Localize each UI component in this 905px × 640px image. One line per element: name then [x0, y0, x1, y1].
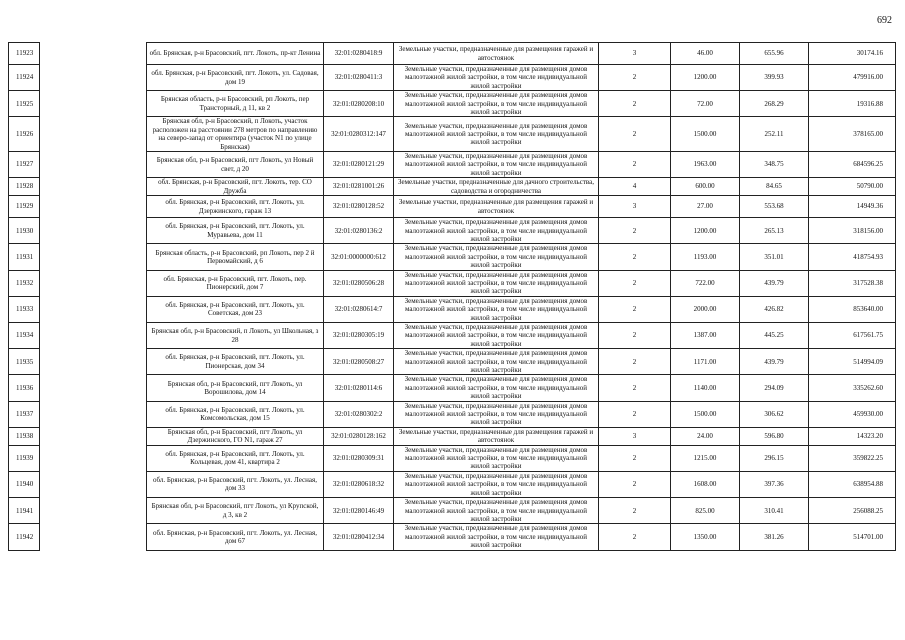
land-use-cell: Земельные участки, предназначенные для размещения домов малоэтажной жилой застройки, в том числе индивидуальной жилой застройки [394, 524, 599, 550]
address-cell: обл. Брянская, р-н Брасовский, пгт. Локоть, ул. Советская, дом 23 [147, 296, 324, 322]
cadastral-number-cell: 32:01:0280146:49 [324, 498, 394, 524]
group-cell: 2 [599, 65, 671, 91]
area-cell: 722.00 [671, 270, 740, 296]
table-row [9, 498, 896, 524]
table-row [9, 244, 896, 270]
cadastral-number-cell: 32:01:0280208:10 [324, 91, 394, 117]
row-number: 11926 [9, 117, 40, 152]
spacer-cell [40, 445, 147, 471]
cadastral-value-cell: 256088.25 [809, 498, 896, 524]
spacer-cell [40, 152, 147, 178]
address-cell: обл. Брянская, р-н Брасовский, пгт. Локоть, ул. Пионерская, дом 34 [147, 349, 324, 375]
row-number: 11930 [9, 218, 40, 244]
spacer-cell [40, 349, 147, 375]
land-use-cell: Земельные участки, предназначенные для размещения домов малоэтажной жилой застройки, в том числе индивидуальной жилой застройки [394, 65, 599, 91]
group-cell: 2 [599, 445, 671, 471]
specific-value-cell: 268.29 [740, 91, 809, 117]
land-use-cell: Земельные участки, предназначенные для размещения домов малоэтажной жилой застройки, в том числе индивидуальной жилой застройки [394, 296, 599, 322]
spacer-cell [40, 244, 147, 270]
table-row [9, 91, 896, 117]
cadastral-value-table [8, 42, 896, 551]
specific-value-cell: 265.13 [740, 218, 809, 244]
row-number: 11935 [9, 349, 40, 375]
specific-value-cell: 399.93 [740, 65, 809, 91]
spacer-cell [40, 65, 147, 91]
area-cell: 1387.00 [671, 322, 740, 348]
cadastral-number-cell: 32:01:0280302:2 [324, 401, 394, 427]
row-number: 11942 [9, 524, 40, 550]
row-number: 11931 [9, 244, 40, 270]
table-row [9, 427, 896, 445]
row-number: 11941 [9, 498, 40, 524]
cadastral-number-cell: 32:01:0280305:19 [324, 322, 394, 348]
cadastral-number-cell: 32:01:0280618:32 [324, 471, 394, 497]
specific-value-cell: 381.26 [740, 524, 809, 550]
cadastral-number-cell: 32:01:0280121:29 [324, 152, 394, 178]
address-cell: Брянская обл, р-н Брасовский, пгт Локоть, ул Крупской, д 3, кв 2 [147, 498, 324, 524]
spacer-cell [40, 196, 147, 218]
cadastral-value-cell: 617561.75 [809, 322, 896, 348]
specific-value-cell: 397.36 [740, 471, 809, 497]
table-row [9, 270, 896, 296]
address-cell: Брянская обл, р-н Брасовский, пгт Локоть, ул Ворошилова, дом 14 [147, 375, 324, 401]
land-use-cell: Земельные участки, предназначенные для размещения домов малоэтажной жилой застройки, в том числе индивидуальной жилой застройки [394, 445, 599, 471]
address-cell: обл. Брянская, р-н Брасовский, пгт. Локоть, ул. Кольцевая, дом 41, квартира 2 [147, 445, 324, 471]
address-cell: Брянская область, р-н Брасовский, рп Локоть, пер 2 й Первомайский, д 6 [147, 244, 324, 270]
cadastral-value-cell: 19316.88 [809, 91, 896, 117]
land-use-cell: Земельные участки, предназначенные для размещения гаражей и автостоянок [394, 196, 599, 218]
land-use-cell: Земельные участки, предназначенные для размещения домов малоэтажной жилой застройки, в том числе индивидуальной жилой застройки [394, 498, 599, 524]
table-row [9, 471, 896, 497]
group-cell: 2 [599, 117, 671, 152]
address-cell: Брянская область, р-н Брасовский, рп Локоть, пер Трансторный, д 11, кв 2 [147, 91, 324, 117]
spacer-cell [40, 296, 147, 322]
land-use-cell: Земельные участки, предназначенные для размещения домов малоэтажной жилой застройки, в том числе индивидуальной жилой застройки [394, 375, 599, 401]
table-row [9, 43, 896, 65]
land-use-cell: Земельные участки, предназначенные для размещения домов малоэтажной жилой застройки, в том числе индивидуальной жилой застройки [394, 270, 599, 296]
area-cell: 600.00 [671, 178, 740, 196]
table-row [9, 178, 896, 196]
group-cell: 2 [599, 91, 671, 117]
spacer-cell [40, 498, 147, 524]
table-row [9, 401, 896, 427]
cadastral-value-cell: 853640.00 [809, 296, 896, 322]
spacer-cell [40, 427, 147, 445]
cadastral-number-cell: 32:01:0280614:7 [324, 296, 394, 322]
row-number: 11936 [9, 375, 40, 401]
area-cell: 1171.00 [671, 349, 740, 375]
cadastral-value-cell: 684596.25 [809, 152, 896, 178]
specific-value-cell: 296.15 [740, 445, 809, 471]
row-number: 11937 [9, 401, 40, 427]
land-use-cell: Земельные участки, предназначенные для размещения домов малоэтажной жилой застройки, в том числе индивидуальной жилой застройки [394, 117, 599, 152]
area-cell: 825.00 [671, 498, 740, 524]
specific-value-cell: 294.09 [740, 375, 809, 401]
area-cell: 1140.00 [671, 375, 740, 401]
specific-value-cell: 306.62 [740, 401, 809, 427]
specific-value-cell: 553.68 [740, 196, 809, 218]
table-row [9, 375, 896, 401]
specific-value-cell: 426.82 [740, 296, 809, 322]
row-number: 11932 [9, 270, 40, 296]
table-row [9, 218, 896, 244]
specific-value-cell: 84.65 [740, 178, 809, 196]
land-use-cell: Земельные участки, предназначенные для размещения домов малоэтажной жилой застройки, в том числе индивидуальной жилой застройки [394, 218, 599, 244]
area-cell: 1200.00 [671, 218, 740, 244]
land-use-cell: Земельные участки, предназначенные для размещения гаражей и автостоянок [394, 427, 599, 445]
table-row [9, 196, 896, 218]
cadastral-value-cell: 418754.93 [809, 244, 896, 270]
row-number: 11939 [9, 445, 40, 471]
area-cell: 72.00 [671, 91, 740, 117]
group-cell: 2 [599, 498, 671, 524]
cadastral-value-cell: 514994.09 [809, 349, 896, 375]
cadastral-value-cell: 638954.88 [809, 471, 896, 497]
cadastral-value-cell: 514701.00 [809, 524, 896, 550]
row-number: 11925 [9, 91, 40, 117]
address-cell: Брянская обл, р-н Брасовский, пгт Локоть, ул Новый свет, д 20 [147, 152, 324, 178]
cadastral-number-cell: 32:01:0000000:612 [324, 244, 394, 270]
row-number: 11924 [9, 65, 40, 91]
table-row [9, 445, 896, 471]
table-row [9, 349, 896, 375]
spacer-cell [40, 178, 147, 196]
cadastral-value-cell: 317528.38 [809, 270, 896, 296]
row-number: 11927 [9, 152, 40, 178]
cadastral-number-cell: 32:01:0280114:6 [324, 375, 394, 401]
group-cell: 2 [599, 401, 671, 427]
cadastral-number-cell: 32:01:0280128:52 [324, 196, 394, 218]
group-cell: 2 [599, 471, 671, 497]
table-row [9, 524, 896, 550]
land-use-cell: Земельные участки, предназначенные для размещения домов малоэтажной жилой застройки, в том числе индивидуальной жилой застройки [394, 322, 599, 348]
row-number: 11940 [9, 471, 40, 497]
row-number: 11928 [9, 178, 40, 196]
address-cell: обл. Брянская, р-н Брасовский, пгт. Локоть, ул. Дзержинского, гараж 13 [147, 196, 324, 218]
cadastral-value-cell: 335262.60 [809, 375, 896, 401]
address-cell: обл. Брянская, р-н Брасовский, пгт. Локоть, ул. Комсомольская, дом 15 [147, 401, 324, 427]
table-row [9, 322, 896, 348]
spacer-cell [40, 117, 147, 152]
cadastral-number-cell: 32:01:0280312:147 [324, 117, 394, 152]
specific-value-cell: 252.11 [740, 117, 809, 152]
cadastral-number-cell: 32:01:0280418:9 [324, 43, 394, 65]
cadastral-number-cell: 32:01:0280309:31 [324, 445, 394, 471]
address-cell: обл. Брянская, р-н Брасовский, пгт. Локоть, ул. Лесная, дом 33 [147, 471, 324, 497]
spacer-cell [40, 43, 147, 65]
address-cell: обл. Брянская, р-н Брасовский, пгт. Локоть, ул. Лесная, дом 67 [147, 524, 324, 550]
group-cell: 2 [599, 270, 671, 296]
row-number: 11923 [9, 43, 40, 65]
specific-value-cell: 310.41 [740, 498, 809, 524]
row-number: 11929 [9, 196, 40, 218]
cadastral-number-cell: 32:01:0280506:28 [324, 270, 394, 296]
group-cell: 4 [599, 178, 671, 196]
area-cell: 1350.00 [671, 524, 740, 550]
address-cell: обл. Брянская, р-н Брасовский, пгт. Локоть, пр-кт Ленина [147, 43, 324, 65]
table-row [9, 296, 896, 322]
group-cell: 2 [599, 244, 671, 270]
group-cell: 3 [599, 427, 671, 445]
table-row [9, 117, 896, 152]
spacer-cell [40, 524, 147, 550]
group-cell: 2 [599, 322, 671, 348]
area-cell: 1500.00 [671, 401, 740, 427]
group-cell: 2 [599, 152, 671, 178]
group-cell: 2 [599, 375, 671, 401]
area-cell: 1608.00 [671, 471, 740, 497]
row-number: 11933 [9, 296, 40, 322]
cadastral-number-cell: 32:01:0280411:3 [324, 65, 394, 91]
cadastral-number-cell: 32:01:0280412:34 [324, 524, 394, 550]
spacer-cell [40, 322, 147, 348]
cadastral-value-cell: 318156.00 [809, 218, 896, 244]
specific-value-cell: 445.25 [740, 322, 809, 348]
area-cell: 1193.00 [671, 244, 740, 270]
specific-value-cell: 439.79 [740, 270, 809, 296]
area-cell: 1215.00 [671, 445, 740, 471]
table-row [9, 65, 896, 91]
address-cell: обл. Брянская, р-н Брасовский, пгт. Локоть, ул. Муравьева, дом 11 [147, 218, 324, 244]
address-cell: Брянская обл, р-н Брасовский, п Локоть, ул Школьная, з 28 [147, 322, 324, 348]
cadastral-value-cell: 479916.00 [809, 65, 896, 91]
land-use-cell: Земельные участки, предназначенные для размещения гаражей и автостоянок [394, 43, 599, 65]
specific-value-cell: 655.96 [740, 43, 809, 65]
cadastral-number-cell: 32:01:0280136:2 [324, 218, 394, 244]
land-use-cell: Земельные участки, предназначенные для размещения домов малоэтажной жилой застройки, в том числе индивидуальной жилой застройки [394, 91, 599, 117]
spacer-cell [40, 471, 147, 497]
spacer-cell [40, 218, 147, 244]
table-body [9, 43, 896, 551]
spacer-cell [40, 91, 147, 117]
land-use-cell: Земельные участки, предназначенные для размещения домов малоэтажной жилой застройки, в том числе индивидуальной жилой застройки [394, 244, 599, 270]
cadastral-number-cell: 32:01:0281001:26 [324, 178, 394, 196]
cadastral-value-cell: 359822.25 [809, 445, 896, 471]
cadastral-value-cell: 50790.00 [809, 178, 896, 196]
cadastral-value-cell: 30174.16 [809, 43, 896, 65]
table-row [9, 152, 896, 178]
land-use-cell: Земельные участки, предназначенные для дачного строительства, садоводства и огородничества [394, 178, 599, 196]
row-number: 11938 [9, 427, 40, 445]
land-use-cell: Земельные участки, предназначенные для размещения домов малоэтажной жилой застройки, в том числе индивидуальной жилой застройки [394, 471, 599, 497]
area-cell: 2000.00 [671, 296, 740, 322]
area-cell: 27.00 [671, 196, 740, 218]
spacer-cell [40, 375, 147, 401]
land-use-cell: Земельные участки, предназначенные для размещения домов малоэтажной жилой застройки, в том числе индивидуальной жилой застройки [394, 152, 599, 178]
group-cell: 3 [599, 196, 671, 218]
address-cell: обл. Брянская, р-н Брасовский, пгт. Локоть, пер. Пионерский, дом 7 [147, 270, 324, 296]
address-cell: Брянская обл, р-н Брасовский, пгт Локоть, ул Дзержинского, ГО N1, гараж 27 [147, 427, 324, 445]
group-cell: 3 [599, 43, 671, 65]
page-number: 692 [877, 15, 892, 26]
cadastral-number-cell: 32:01:0280508:27 [324, 349, 394, 375]
area-cell: 46.00 [671, 43, 740, 65]
area-cell: 1963.00 [671, 152, 740, 178]
specific-value-cell: 596.80 [740, 427, 809, 445]
specific-value-cell: 351.01 [740, 244, 809, 270]
area-cell: 24.00 [671, 427, 740, 445]
area-cell: 1200.00 [671, 65, 740, 91]
specific-value-cell: 439.79 [740, 349, 809, 375]
spacer-cell [40, 270, 147, 296]
land-use-cell: Земельные участки, предназначенные для размещения домов малоэтажной жилой застройки, в том числе индивидуальной жилой застройки [394, 401, 599, 427]
address-cell: обл. Брянская, р-н Брасовский, пгт. Локоть, ул. Садовая, дом 19 [147, 65, 324, 91]
group-cell: 2 [599, 349, 671, 375]
land-use-cell: Земельные участки, предназначенные для размещения домов малоэтажной жилой застройки, в том числе индивидуальной жилой застройки [394, 349, 599, 375]
row-number: 11934 [9, 322, 40, 348]
address-cell: обл. Брянская, р-н Брасовский, пгт. Локоть, тер. СО Дружба [147, 178, 324, 196]
group-cell: 2 [599, 524, 671, 550]
group-cell: 2 [599, 218, 671, 244]
cadastral-value-cell: 14949.36 [809, 196, 896, 218]
cadastral-value-cell: 378165.00 [809, 117, 896, 152]
group-cell: 2 [599, 296, 671, 322]
spacer-cell [40, 401, 147, 427]
area-cell: 1500.00 [671, 117, 740, 152]
specific-value-cell: 348.75 [740, 152, 809, 178]
cadastral-value-cell: 14323.20 [809, 427, 896, 445]
cadastral-number-cell: 32:01:0280128:162 [324, 427, 394, 445]
cadastral-value-cell: 459930.00 [809, 401, 896, 427]
address-cell: Брянская обл, р-н Брасовский, п Локоть, участок расположен на расстоянии 278 метров по направлению на северо-запад от ориентира (участок N1 по улице Брянская) [147, 117, 324, 152]
